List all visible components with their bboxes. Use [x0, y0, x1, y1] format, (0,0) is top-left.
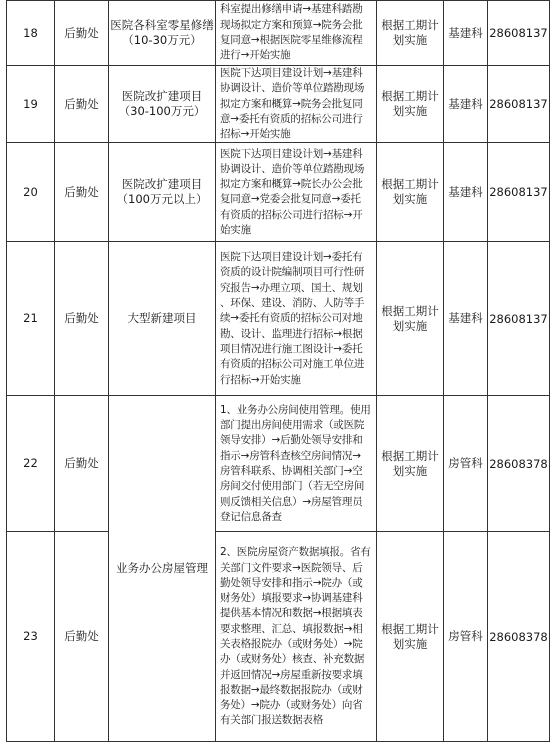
process-line: 进行→开始实施: [220, 49, 291, 62]
process-line: 资质的设计院编制项目可行性研: [220, 266, 365, 279]
type-cell: [377, 66, 444, 143]
process-line: 协调设计、造价等单位踏勘现场: [220, 162, 365, 175]
department-cell: 后勤处: [55, 396, 109, 532]
process-line: 行招标→开始实施: [220, 373, 301, 386]
process-line: 招标→开始实施: [220, 128, 291, 141]
row-number: 20: [7, 143, 55, 242]
row-number: 23: [7, 532, 55, 742]
process-line: 有资质的招标公司进行招标→开: [220, 208, 363, 221]
item-line: （10-30万元）: [122, 33, 202, 47]
table-row: [7, 66, 550, 143]
type-cell: [377, 1, 444, 66]
process-line: 勤处领导安排和指示→院办（或: [220, 576, 363, 589]
item-line: （100万元以上）: [116, 192, 208, 207]
process-line: 续→委托有资质的招标公司对地: [220, 312, 363, 325]
type-line: 划实施: [392, 636, 428, 651]
table-row: [7, 396, 550, 532]
process-line: 现场拟定方案和预算→院务会批: [220, 18, 363, 31]
row-number: 19: [7, 66, 55, 143]
type-line: 根据工期计: [381, 621, 439, 636]
item-line: 业务办公房屋管理: [116, 561, 208, 576]
process-line: 财务处）填报要求→协调基建科: [220, 592, 363, 605]
type-cell: [377, 396, 444, 532]
process-line: 勘、设计、监理进行招标→根据: [220, 327, 363, 340]
item-cell: [109, 66, 216, 143]
office-cell: 基建科: [444, 143, 488, 242]
process-line: 关表格报院办（或财务处）→院: [220, 637, 363, 650]
item-cell: [109, 143, 216, 242]
process-line: 科室提出修缮申请→基建科踏勘: [220, 3, 363, 16]
process-line: 1、业务办公房间使用管理。使用: [220, 403, 371, 416]
type-line: 根据工期计: [381, 303, 439, 318]
process-line: 意→委托有资质的招标公司进行: [220, 112, 363, 125]
type-cell: [377, 143, 444, 242]
item-cell: [109, 242, 216, 396]
office-cell: 房管科: [444, 532, 488, 742]
item-cell: [109, 396, 216, 742]
process-line: 2、医院房屋资产数据填报。省有: [220, 546, 371, 559]
phone-cell: 28608378: [488, 396, 550, 532]
phone-cell: 28608378: [488, 532, 550, 742]
process-line: 并返回情况→房屋重新按要求填: [220, 668, 363, 681]
process-cell: [216, 143, 377, 242]
item-line: 医院改扩建项目: [121, 89, 203, 104]
process-line: 、环保、建设、消防、人防等手: [220, 297, 365, 310]
process-line: 究报告→办理立项、国土、规划: [220, 281, 363, 294]
row-number: 18: [7, 1, 55, 66]
row-number: 22: [7, 396, 55, 532]
table-row: [7, 1, 550, 66]
process-line: 指示→房管科查核空房间情况→: [220, 449, 361, 462]
process-line: 复同意→党委会批复同意→委托: [220, 193, 361, 206]
process-line: 务处）→院办（或财务处）向省: [220, 699, 363, 712]
item-cell: [109, 1, 216, 66]
process-line: 提供基本情况和数据→根据填表: [220, 607, 363, 620]
process-line: 拟定方案和概算→院长办公会批: [220, 178, 363, 191]
department-cell: 后勤处: [55, 532, 109, 742]
department-cell: 后勤处: [55, 1, 109, 66]
table-row: [7, 242, 550, 396]
process-line: 房间交付使用部门（若无空房间: [220, 480, 365, 493]
type-line: 根据工期计: [381, 448, 439, 463]
process-line: 医院下达项目建设计划→基建科: [220, 147, 363, 160]
phone-cell: 28608137: [488, 143, 550, 242]
item-line: （30-100万元）: [118, 104, 206, 119]
type-line: 根据工期计: [381, 177, 439, 192]
type-line: 根据工期计: [381, 18, 439, 32]
department-cell: 后勤处: [55, 66, 109, 143]
office-cell: 房管科: [444, 396, 488, 532]
process-line: 医院下达项目建设计划→基建科: [220, 67, 363, 79]
process-line: 协调设计、造价等单位踏勘现场: [220, 82, 365, 95]
process-line: 则反馈相关信息）→房屋管理员: [220, 495, 363, 508]
type-cell: [377, 532, 444, 742]
process-cell: [216, 532, 377, 742]
row-number: 21: [7, 242, 55, 396]
type-line: 划实施: [392, 318, 428, 333]
department-cell: 后勤处: [55, 242, 109, 396]
process-line: 复同意→根据医院零星维修流程: [220, 34, 363, 46]
process-line: 办（或财务处）核查、补充数据: [220, 653, 365, 666]
process-line: 要求整理、汇总、填报数据→相: [220, 622, 363, 635]
process-line: 房管科联系、协调相关部门→空: [220, 464, 363, 477]
office-cell: 基建科: [444, 242, 488, 396]
process-line: 始实施: [220, 224, 251, 237]
process-cell: [216, 396, 377, 532]
table-row: [7, 532, 550, 742]
process-line: 登记信息备查: [220, 510, 282, 523]
process-line: 报数据→最终数据报院办（或财: [220, 683, 363, 696]
office-cell: 基建科: [444, 66, 488, 143]
process-line: 有资质的招标公司对施工单位进: [220, 358, 365, 371]
process-line: 项目情况进行施工图设计→委托: [220, 342, 363, 355]
department-cell: 后勤处: [55, 143, 109, 242]
office-cell: 基建科: [444, 1, 488, 66]
phone-cell: 28608137: [488, 242, 550, 396]
process-line: 领导安排）→后勤处领导安排和: [220, 434, 363, 447]
process-line: 医院下达项目建设计划→委托有: [220, 251, 363, 264]
item-line: 医院改扩建项目: [121, 177, 203, 192]
table-row: [7, 143, 550, 242]
item-line: 医院各科室零星修缮: [110, 18, 214, 32]
process-cell: [216, 1, 377, 66]
process-line: 关部门文件要求→医院领导、后: [220, 561, 363, 574]
type-line: 划实施: [392, 104, 428, 119]
process-cell: [216, 242, 377, 396]
item-line: 大型新建项目: [127, 311, 197, 326]
phone-cell: 28608137: [488, 1, 550, 66]
phone-cell: 28608137: [488, 66, 550, 143]
type-line: 划实施: [392, 463, 428, 478]
process-line: 拟定方案和概算→院务会批复同: [220, 97, 363, 110]
type-line: 划实施: [392, 33, 428, 47]
type-line: 划实施: [392, 192, 428, 207]
process-cell: [216, 66, 377, 143]
process-line: 有关部门报送数据表格: [220, 714, 323, 727]
type-line: 根据工期计: [381, 89, 439, 104]
process-line: 部门提出房间使用需求（或医院: [220, 419, 365, 432]
process-table: [6, 0, 550, 742]
type-cell: [377, 242, 444, 396]
